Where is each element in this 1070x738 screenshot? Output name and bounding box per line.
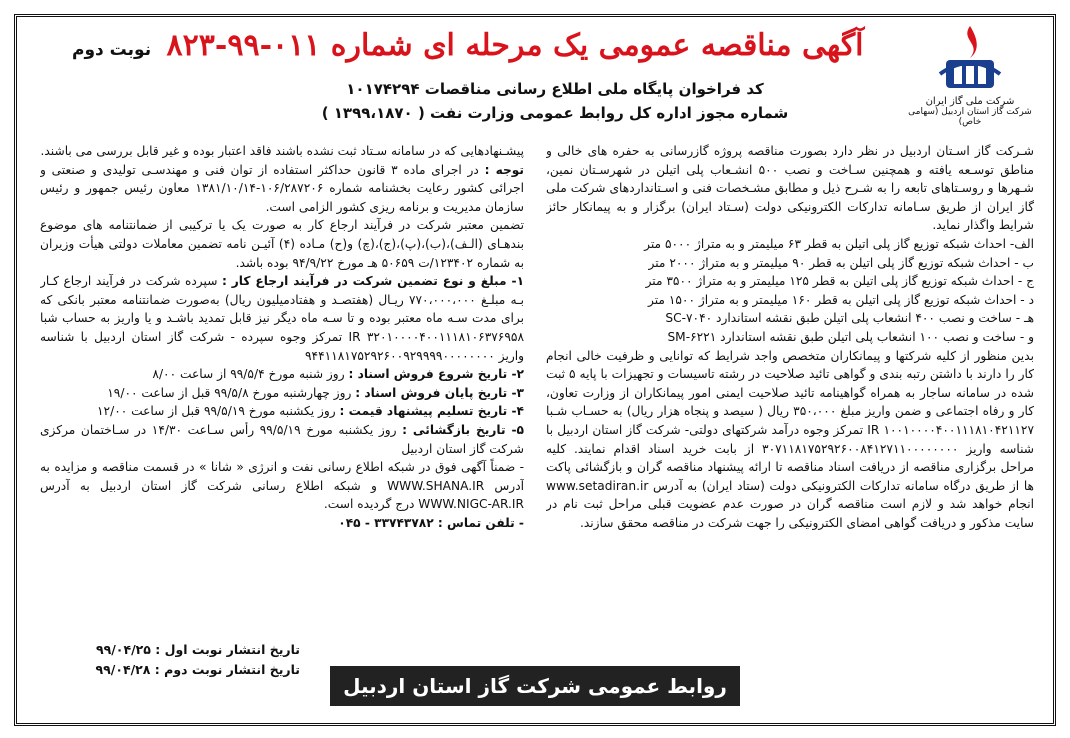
note-text: در اجرای ماده ۳ قانون حداکثر استفاده از توان فنی و مهندسـی تولیدی و صنعتی و اجرائی کشور رعایت بخشنامه شماره ۱۰۶/۲۸۷۲۰۶-۱۳۸۱/۱۰/۱۴ معاون رئیس جمهور و رئیس سازمان مدیریت و برنامه ریزی کشور الزامی است. xyxy=(40,162,524,214)
item-4-label: ۴- تاریخ تسلیم پیشنهاد قیمت : xyxy=(339,404,524,419)
item-2-label: ۲- تاریخ شروع فروش اسناد : xyxy=(348,367,524,382)
item-3-label: ۳- تاریخ پایان فروش اسناد : xyxy=(355,385,524,400)
item-b: ب - احداث شبکه توزیع گاز پلی اتیلن به قطر ۹۰ میلیمتر و به متراژ ۲۰۰۰ متر xyxy=(648,255,1034,270)
item-e: هـ - ساخت و نصب ۴۰۰ انشعاب پلی اتیلن طبق نقشه استاندارد SC-۷۰۴۰ xyxy=(665,311,1034,326)
left-column xyxy=(40,142,524,640)
item-5 xyxy=(40,421,524,458)
conditions-paragraph: بدین منظور از کلیه شرکتها و پیمانکاران متخصص واجد شرایط که توانایی و ظرفیت خالی انجام کار را دارند با داشتن رتبه بندی و گواهی تائید صلاحیت در رشته تاسیسات و تجهیزات با پایه ۵ ثبت شده در سامانه ساجار به همراه گواهینامه تائید صلاحیت ایمنی امور پیمانکاران از وزارت تعاون، کار و رفاه اجتماعی و ضمن واریز مبلغ ۳۵۰،۰۰۰ ریال ( سیصد و پنجاه هزار ریال) به حسـاب شـبا IR ۱۰۰۱۰۰۰۰۴۰۰۱۱۱۸۱۰۴۲۱۱۲۷ تمرکز وجوه درآمد شرکتهای دولتی- شرکت گاز استان اردبیل با شناسه واریز ۳۰۷۱۱۸۱۷۵۲۹۲۶۰۰۸۴۱۲۷۱۱۰۰۰۰۰۰۰۰ از بابت خرید اسناد اقدام نمایند. کلیه مراحل برگزاری مناقصه از دریافت اسناد مناقصه تا ارائه پیشنهاد مناقصه گران و بازگشائی پاکت ها از طریق درگاه سامانه تدارکات الکترونیکی دولت (ستاد ایران) به آدرس www.setadiran.ir انجام خواهد شد و لازم است مناقصه گران در صورت عدم عضویت قبلی مراحل ثبت نام در سایت مذکور و دریافت گواهی امضای الکترونیکی را جهت شرکت در مناقصه محقق سازند. xyxy=(546,348,1034,530)
item-3-text: روز چهارشنبه مورخ ۹۹/۵/۸ قبل از ساعت ۱۹/۰۰ xyxy=(107,385,352,400)
publish-first: تاریخ انتشار نوبت اول : ۹۹/۰۴/۲۵ xyxy=(95,642,300,657)
turn-label: نوبت دوم xyxy=(72,40,152,60)
item-1-text: سپرده شرکت در فرآیند ارجاع کـار بـه مبلـغ ۷۷۰،۰۰۰،۰۰۰ ریـال (هفتصـد و هفتادمیلیون ریال) به‌صورت ضمانتنامه معتبر بانکی که برای مدت سـه ماه معتبر بوده و تا سـه ماه دیگر نیز قابل تمدید باشـد و یا واریز به حساب شبا IR ۳۲۰۱۰۰۰۰۴۰۰۱۱۱۸۱۰۶۳۷۶۹۵۸ تمرکز وجوه سپرده - شرکت گاز استان اردبیل با شناسه واریز ۹۴۴۱۱۸۱۷۵۲۹۲۶۰۰۹۲۹۹۹۹۰۰۰۰۰۰۰۰ xyxy=(40,274,524,363)
item-4-text: روز یکشنبه مورخ ۹۹/۵/۱۹ قبل از ساعت ۱۲/۰۰ xyxy=(97,404,336,419)
note-paragraph xyxy=(40,161,524,217)
right-column xyxy=(546,142,1034,640)
license-number: شماره مجوز اداره کل روابط عمومی وزارت نفت ( ۱۳۹۹،۱۸۷۰ ) xyxy=(321,104,789,122)
phone-text: - تلفن تماس : ۳۳۷۴۳۷۸۲ - ۰۴۵ xyxy=(338,515,524,530)
page-title: آگهی مناقصه عمومی یک مرحله ای شماره ۰۱۱-۹۹-۸۲۳ xyxy=(166,28,864,63)
item-5-text: روز یکشنبه مورخ ۹۹/۵/۱۹ رأس سـاعت ۱۴/۳۰ در سـاختمان مرکزی شرکت گاز استان اردبیل xyxy=(40,422,524,456)
company-logo xyxy=(900,22,1040,127)
item-2 xyxy=(40,365,524,384)
guarantee-text: تضمین معتبر شرکت در فرآیند ارجاع کار به صورت یک یا ترکیبی از ضمانتنامه های موضوع بندهـای (الـف)،(ب)،(پ)،(ج)،(چ) و(ح) مـاده (۴) آئیـن نامه تضمین معاملات دولتی هیأت وزیران به شماره ۱۲۳۴۰۲/ت ۵۰۶۵۹ هـ مورخ ۹۴/۹/۲۲ بوده باشد. xyxy=(40,218,524,270)
intro-text: پیشـنهادهایی که در سامانه سـتاد ثبت نشده باشند فاقد اعتبار بوده و غیر قابل بررسی می باشند. xyxy=(40,144,524,158)
item-c: ج - احداث شبکه توزیع گاز پلی اتیلن به قطر ۱۲۵ میلیمتر و به متراژ ۳۵۰۰ متر xyxy=(645,274,1034,289)
item-a: الف- احداث شبکه توزیع گاز پلی اتیلن به قطر ۶۳ میلیمتر و به متراژ ۵۰۰۰ متر xyxy=(644,236,1034,251)
intro-paragraph: شـرکت گاز اسـتان اردبیل در نظر دارد بصورت مناقصه پروژه گازرسانی به حفره های خالی و مناطق توسـعه یافته و همچنین سـاخت و نصب ۵۰۰ انشـعاب پلی اتیلن در شهرسـتان نمین، شـهرها و روسـتاهای تابعه را به شـرح ذیل و مطابق مشـخصات فنی و اسـتانداردهای شرکت ملی گاز ایران از طریق سـامانه تدارکات الکترونیکی دولت (سـتاد ایران) برگزار و به پیمانکار حائز شرایط واگذار نماید. xyxy=(546,144,1034,233)
footer-banner: روابط عمومی شرکت گاز استان اردبیل xyxy=(330,666,740,706)
logo-subsidiary-name: شرکت گاز استان اردبیل (سهامی خاص) xyxy=(908,107,1032,127)
note-label: توجه : xyxy=(484,162,524,177)
item-2-text: روز شنبه مورخ ۹۹/۵/۴ از ساعت ۸/۰۰ xyxy=(152,367,345,382)
tender-code: کد فراخوان پایگاه ملی اطلاع رسانی مناقصات ۱۰۱۷۴۲۹۴ xyxy=(346,80,764,98)
publish-dates xyxy=(40,640,300,680)
shana-text: - ضمناً آگهی فوق در شبکه اطلاع رسانی نفت و انرژی « شانا » در قسمت مناقصه و مزایده به آدرس WWW.SHANA.IR و شبکه اطلاع رسانی شرکت گاز استان اردبیل به آدرس WWW.NIGC-AR.IR درج گردیده است. xyxy=(40,460,524,512)
item-4 xyxy=(40,402,524,421)
item-5-label: ۵- تاریخ بازگشائی : xyxy=(402,422,524,437)
item-3 xyxy=(40,384,524,403)
item-f: و - ساخت و نصب ۱۰۰ انشعاب پلی اتیلن طبق نقشه استاندارد SM-۶۲۲۱ xyxy=(667,329,1034,344)
item-d: د - احداث شبکه توزیع گاز پلی اتیلن به قطر ۱۶۰ میلیمتر و به متراژ ۱۵۰۰ متر xyxy=(648,292,1034,307)
item-1-label: ۱- مبلغ و نوع تضمین شرکت در فرآیند ارجاع کار : xyxy=(221,274,524,289)
publish-second: تاریخ انتشار نوبت دوم : ۹۹/۰۴/۲۸ xyxy=(95,662,300,677)
item-1 xyxy=(40,272,524,365)
logo-company-name: شرکت ملی گاز ایران xyxy=(925,96,1015,107)
gas-company-logo-icon xyxy=(930,22,1010,94)
